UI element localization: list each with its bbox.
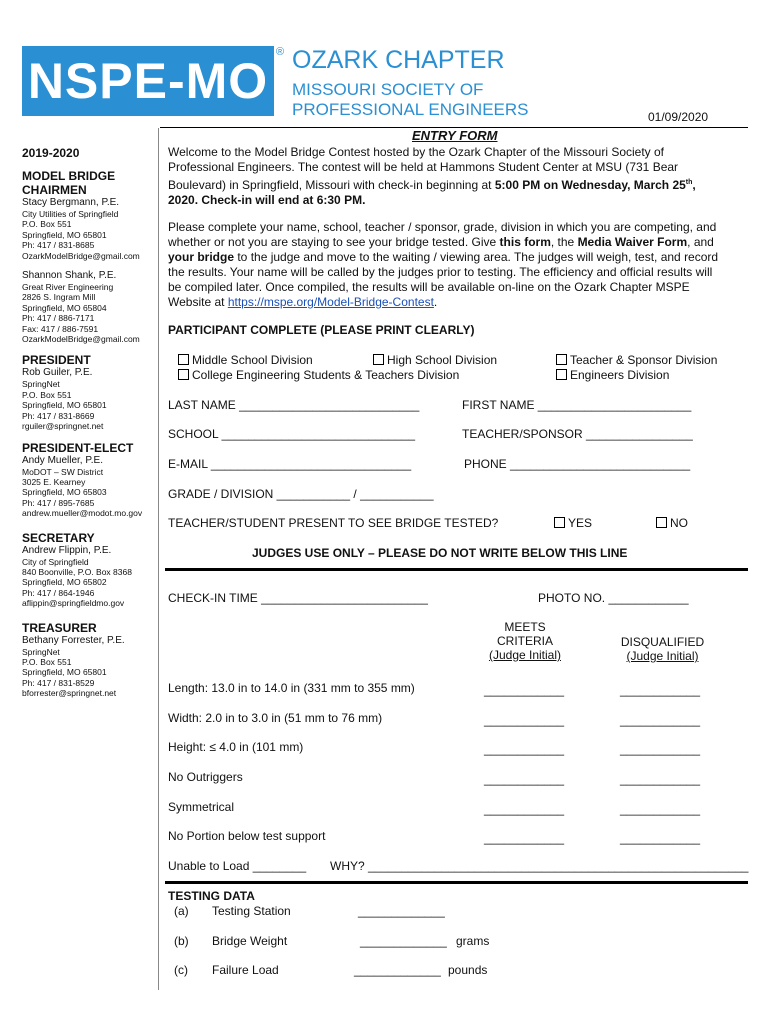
division-middle[interactable] xyxy=(178,353,313,367)
checkin-end: , 2020. Check-in will end at 6:30 PM. xyxy=(168,178,696,207)
president-line: Ph: 417 / 831-8669 xyxy=(22,410,95,421)
grams-unit: grams xyxy=(456,934,490,948)
chair2-line: Springfield, MO 65804 xyxy=(22,302,107,313)
president-name: Rob Guiler, P.E. xyxy=(22,367,93,379)
intro-text: Please complete your name, school, teacher / sponsor, grade, division in which you are competing, and whether or not you are staying to see your bridge tested. Give xyxy=(168,220,717,249)
chair1-line: P.O. Box 551 xyxy=(22,219,72,230)
meets-criteria-header xyxy=(470,620,580,662)
president-line: P.O. Box 551 xyxy=(22,389,72,400)
treasurer-title: TREASURER xyxy=(22,620,97,635)
checkbox-icon[interactable] xyxy=(178,369,189,380)
president-title: PRESIDENT xyxy=(22,353,91,368)
chair1-line: Ph: 417 / 831-8685 xyxy=(22,240,95,251)
intro-paragraph-2 xyxy=(168,220,728,310)
meets-blank[interactable]: ____________ xyxy=(484,742,565,756)
secretary-line: Ph: 417 / 864-1946 xyxy=(22,587,95,598)
criterion-length: Length: 13.0 in to 14.0 in (331 mm to 355 mm) xyxy=(168,681,415,695)
president-line: Springfield, MO 65801 xyxy=(22,400,107,411)
meets-blank[interactable]: ____________ xyxy=(484,802,565,816)
division-engineers[interactable] xyxy=(556,368,669,382)
secretary-title: SECRETARY xyxy=(22,530,95,545)
event-date: 5:00 PM on Wednesday, March 25 xyxy=(494,178,686,192)
treasurer-line: SpringNet xyxy=(22,646,60,657)
failure-load-field[interactable]: _____________ xyxy=(354,963,441,977)
pounds-unit: pounds xyxy=(448,963,488,977)
intro-paragraph-1 xyxy=(168,145,728,208)
first-name-field[interactable]: FIRST NAME _______________________ xyxy=(462,398,692,412)
treasurer-line: Springfield, MO 65801 xyxy=(22,667,107,678)
president-line: SpringNet xyxy=(22,379,60,390)
testing-heading: TESTING DATA xyxy=(168,889,255,903)
secretary-line: 840 Boonville, P.O. Box 8368 xyxy=(22,566,132,577)
intro-text: . xyxy=(433,295,438,309)
intro-bold: your bridge xyxy=(168,250,235,264)
school-field[interactable]: SCHOOL _____________________________ xyxy=(168,427,416,441)
judge-initial-label: (Judge Initial) xyxy=(626,649,699,663)
chair1-email[interactable]: OzarkModelBridge@gmail.com xyxy=(22,250,140,261)
date-suffix: th xyxy=(685,179,693,186)
criteria-label: CRITERIA xyxy=(496,634,553,648)
criterion-no-portion: No Portion below test support xyxy=(168,829,326,843)
year-label: 2019-2020 xyxy=(22,146,80,160)
sidebar-officers xyxy=(22,146,154,699)
teacher-field[interactable]: TEACHER/SPONSOR ________________ xyxy=(462,427,693,441)
no-label: NO xyxy=(670,516,688,530)
secretary-line: Springfield, MO 65802 xyxy=(22,577,107,588)
disq-blank[interactable]: ____________ xyxy=(620,683,701,697)
judge-initial-label: (Judge Initial) xyxy=(488,648,562,662)
yes-label: YES xyxy=(568,516,593,530)
email-field[interactable]: E-MAIL ______________________________ xyxy=(168,457,412,471)
division-label: College Engineering Students & Teachers Division xyxy=(192,368,460,382)
intro-text: , and xyxy=(687,235,714,249)
present-no[interactable] xyxy=(656,516,688,530)
failure-load-label: Failure Load xyxy=(212,963,279,977)
chair1-line: Springfield, MO 65801 xyxy=(22,229,107,240)
chair1-name: Stacy Bergmann, P.E. xyxy=(22,197,120,208)
disq-blank[interactable]: ____________ xyxy=(620,713,701,727)
criterion-height: Height: ≤ 4.0 in (101 mm) xyxy=(168,740,304,754)
org-line-1: OZARK CHAPTER xyxy=(292,46,505,74)
secretary-email[interactable]: aflippin@springfieldmo.gov xyxy=(22,598,125,609)
secretary-name: Andrew Flippin, P.E. xyxy=(22,544,112,556)
testing-letter: (a) xyxy=(174,904,189,918)
chair2-name: Shannon Shank, P.E. xyxy=(22,270,117,282)
nspe-mo-logo: NSPE-MO xyxy=(22,46,274,116)
division-label: Middle School Division xyxy=(192,353,313,367)
division-label: Teacher & Sponsor Division xyxy=(570,353,718,367)
division-label: High School Division xyxy=(387,353,498,367)
checkbox-icon[interactable] xyxy=(656,517,667,528)
checkin-time-field[interactable]: CHECK-IN TIME _________________________ xyxy=(168,591,428,605)
present-question: TEACHER/STUDENT PRESENT TO SEE BRIDGE TESTED? xyxy=(168,516,499,530)
disq-blank[interactable]: ____________ xyxy=(620,742,701,756)
bridge-weight-label: Bridge Weight xyxy=(212,934,288,948)
photo-no-field[interactable]: PHOTO NO. ____________ xyxy=(538,591,689,605)
org-line-3: PROFESSIONAL ENGINEERS xyxy=(292,100,529,119)
website-link[interactable]: https://mspe.org/Model-Bridge-Contest xyxy=(227,295,434,309)
meets-blank[interactable]: ____________ xyxy=(484,772,565,786)
bridge-weight-field[interactable]: _____________ xyxy=(360,934,447,948)
chair2-line: Fax: 417 / 886-7591 xyxy=(22,323,99,334)
form-date: 01/09/2020 xyxy=(648,110,709,124)
registered-mark: ® xyxy=(276,46,285,58)
disqualified-label: DISQUALIFIED xyxy=(620,635,705,649)
chair2-line: Ph: 417 / 886-7171 xyxy=(22,313,95,324)
president-elect-line: 3025 E. Kearney xyxy=(22,476,86,487)
meets-blank[interactable]: ____________ xyxy=(484,831,565,845)
present-yes[interactable] xyxy=(554,516,592,530)
secretary-line: City of Springfield xyxy=(22,556,89,567)
why-field[interactable]: WHY? _________________________________________________________ xyxy=(330,859,749,873)
intro-text: to the judge and move to the waiting / viewing area. The judges will weigh, test, and record the results. Your name will be called by the judges prior to testing. The efficiency and official results will be compiled later. Once compiled, the results will be available on-line on the Ozark Chapter MSPE Website at xyxy=(168,250,719,309)
checkbox-icon[interactable] xyxy=(373,354,384,365)
participant-heading: PARTICIPANT COMPLETE (PLEASE PRINT CLEARLY) xyxy=(168,323,475,337)
checkbox-icon[interactable] xyxy=(554,517,565,528)
criterion-outriggers: No Outriggers xyxy=(168,770,243,784)
judges-heading: JUDGES USE ONLY – PLEASE DO NOT WRITE BELOW THIS LINE xyxy=(252,546,628,560)
meets-blank[interactable]: ____________ xyxy=(484,683,565,697)
president-elect-line: MoDOT – SW District xyxy=(22,466,104,477)
unable-to-load-field[interactable]: Unable to Load ________ xyxy=(168,859,307,873)
treasurer-email[interactable]: bforrester@springnet.net xyxy=(22,688,117,699)
testing-letter: (b) xyxy=(174,934,189,948)
division-teacher[interactable] xyxy=(556,353,717,367)
org-line-2: MISSOURI SOCIETY OF xyxy=(292,80,484,99)
criterion-symmetrical: Symmetrical xyxy=(168,800,235,814)
treasurer-name: Bethany Forrester, P.E. xyxy=(22,634,125,646)
president-elect-name: Andy Mueller, P.E. xyxy=(22,454,103,466)
president-elect-email[interactable]: andrew.mueller@modot.mo.gov xyxy=(22,508,143,519)
intro-text: Welcome to the Model Bridge Contest hosted by the Ozark Chapter of the Missouri Society of Professional Engineers. The contest will be held at Hammons Student Center at MSU (731 Bear Boulevard) in Springfield, Missouri with check-in beginning at xyxy=(168,145,679,192)
chair2-line: 2826 S. Ingram Mill xyxy=(22,292,96,303)
disqualified-header xyxy=(605,635,720,663)
treasurer-line: P.O. Box 551 xyxy=(22,656,72,667)
checkbox-icon[interactable] xyxy=(556,369,567,380)
meets-label: MEETS xyxy=(504,620,546,634)
last-name-field[interactable]: LAST NAME ___________________________ xyxy=(168,398,420,412)
chair2-email[interactable]: OzarkModelBridge@gmail.com xyxy=(22,334,140,345)
treasurer-line: Ph: 417 / 831-8529 xyxy=(22,677,95,688)
disq-blank[interactable]: ____________ xyxy=(620,802,701,816)
grade-division-field[interactable]: GRADE / DIVISION ___________ / ___________ xyxy=(168,487,434,501)
division-college[interactable] xyxy=(178,368,459,382)
checkbox-icon[interactable] xyxy=(556,354,567,365)
chair1-line: City Utilities of Springfield xyxy=(22,209,119,219)
disq-blank[interactable]: ____________ xyxy=(620,772,701,786)
president-elect-line: Ph: 417 / 895-7685 xyxy=(22,497,95,508)
checkbox-icon[interactable] xyxy=(178,354,189,365)
meets-blank[interactable]: ____________ xyxy=(484,713,565,727)
president-email[interactable]: rguiler@springnet.net xyxy=(22,421,104,432)
intro-bold: this form xyxy=(499,235,551,249)
testing-divider xyxy=(165,881,748,884)
testing-station-field[interactable]: _____________ xyxy=(358,904,445,918)
president-elect-line: Springfield, MO 65803 xyxy=(22,487,107,498)
sidebar-divider xyxy=(158,128,159,990)
intro-text: , the xyxy=(550,235,578,249)
division-high[interactable] xyxy=(373,353,497,367)
testing-station-label: Testing Station xyxy=(212,904,291,918)
phone-field[interactable]: PHONE ___________________________ xyxy=(464,457,691,471)
intro-bold: Media Waiver Form xyxy=(577,235,688,249)
chairmen-title: MODEL BRIDGE CHAIRMEN xyxy=(22,169,116,197)
president-elect-title: PRESIDENT-ELECT xyxy=(22,440,134,455)
division-label: Engineers Division xyxy=(570,368,670,382)
testing-letter: (c) xyxy=(174,963,188,977)
criterion-width: Width: 2.0 in to 3.0 in (51 mm to 76 mm) xyxy=(168,711,383,725)
form-title: ENTRY FORM xyxy=(412,128,498,143)
disq-blank[interactable]: ____________ xyxy=(620,831,701,845)
chair2-line: Great River Engineering xyxy=(22,282,114,293)
judges-divider xyxy=(165,568,748,571)
